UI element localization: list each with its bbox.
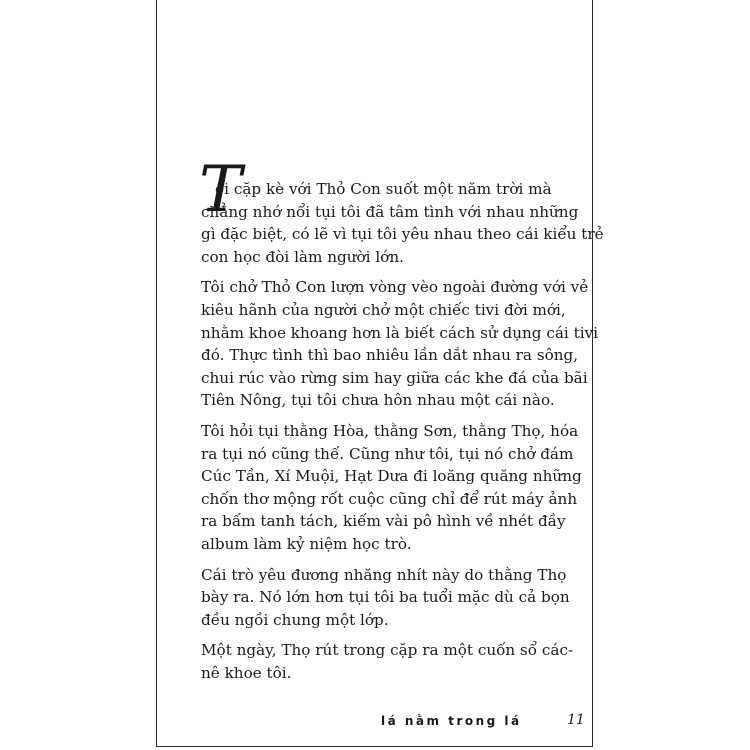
text-line: nhằm khoe khoang hơn là biết cách sử dụng cái tivi (201, 323, 598, 342)
paragraph (201, 276, 598, 412)
running-title: lá nằm trong lá (381, 714, 522, 728)
text-line: Một ngày, Thọ rút trong cặp ra một cuốn sổ các- (201, 641, 574, 660)
paragraph (201, 564, 569, 632)
text-line: đều ngồi chung một lớp. (201, 610, 389, 629)
text-line: bày ra. Nó lớn hơn tụi tôi ba tuổi mặc dù cả bọn (201, 588, 570, 607)
text-line: chui rúc vào rừng sim hay giữa các khe đá của bãi (201, 368, 588, 387)
page-number: 11 (567, 712, 585, 728)
text-line: ra bấm tanh tách, kiếm vài pô hình về nhét đầy (201, 512, 566, 531)
paragraph (201, 178, 604, 268)
text-line: Cái trò yêu đương nhăng nhít này do thằng Thọ (201, 565, 567, 584)
text-line: ôi cặp kè với Thỏ Con suốt một năm trời mà (215, 180, 552, 198)
text-line: kiêu hãnh của người chở một chiếc tivi đời mới, (201, 300, 566, 319)
text-line: Tôi hỏi tụi thằng Hòa, thằng Sơn, thằng Thọ, hóa (201, 421, 579, 440)
text-line: Tiên Nông, tụi tôi chưa hôn nhau một cái nào. (201, 391, 555, 410)
paragraph (201, 639, 574, 684)
text-line: chẳng nhớ nổi tụi tôi đã tâm tình với nhau những (201, 202, 579, 221)
book-page (156, 0, 604, 747)
text-line: Cúc Tần, Xí Muội, Hạt Dưa đi loăng quăng những (201, 467, 582, 486)
text-line: đó. Thực tình thì bao nhiêu lần dắt nhau ra sông, (201, 346, 579, 365)
text-line: album làm kỷ niệm học trò. (201, 534, 412, 553)
text-line: con học đòi làm người lớn. (201, 247, 404, 266)
text-line: Tôi chở Thỏ Con lượn vòng vèo ngoài đường với vẻ (201, 278, 589, 297)
text-line: gì đặc biệt, có lẽ vì tụi tôi yêu nhau theo cái kiểu trẻ (201, 225, 604, 244)
paragraph (201, 420, 582, 556)
text-line: nê khoe tôi. (201, 663, 292, 682)
text-line: ra tụi nó cũng thế. Cũng như tôi, tụi nó chở đám (201, 444, 574, 463)
drop-cap: T (199, 153, 242, 227)
text-line: chốn thơ mộng rốt cuộc cũng chỉ để rút máy ảnh (201, 489, 578, 508)
body-text (201, 178, 604, 692)
